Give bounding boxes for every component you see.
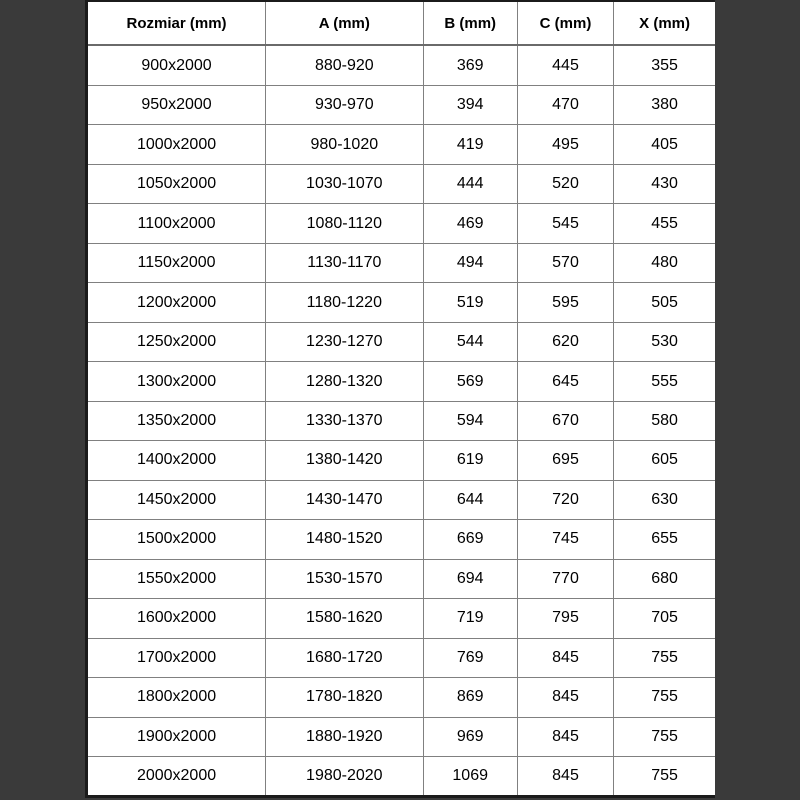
table-row [88, 678, 715, 717]
table-cell-b-mm: 619 [423, 441, 517, 480]
table-cell-c-mm: 845 [517, 638, 613, 677]
table-cell-a-mm: 1380-1420 [266, 441, 424, 480]
table-cell-c-mm: 845 [517, 717, 613, 756]
table-cell-b-mm: 1069 [423, 756, 517, 795]
table-cell-c-mm: 845 [517, 678, 613, 717]
table-cell-rozmiar-mm: 1500x2000 [88, 520, 266, 559]
column-header-rozmiar-mm: Rozmiar (mm) [88, 2, 266, 45]
table-cell-b-mm: 594 [423, 401, 517, 440]
table-cell-x-mm: 580 [614, 401, 715, 440]
table-cell-rozmiar-mm: 900x2000 [88, 45, 266, 86]
table-cell-rozmiar-mm: 1150x2000 [88, 243, 266, 282]
table-cell-c-mm: 470 [517, 86, 613, 125]
table-row [88, 362, 715, 401]
table-cell-a-mm: 1230-1270 [266, 322, 424, 361]
table-cell-c-mm: 770 [517, 559, 613, 598]
table-cell-b-mm: 769 [423, 638, 517, 677]
table-cell-c-mm: 695 [517, 441, 613, 480]
table-cell-x-mm: 605 [614, 441, 715, 480]
table-cell-a-mm: 1880-1920 [266, 717, 424, 756]
table-body [88, 45, 715, 795]
table-cell-b-mm: 669 [423, 520, 517, 559]
table-row [88, 520, 715, 559]
table-cell-a-mm: 1680-1720 [266, 638, 424, 677]
table-cell-b-mm: 444 [423, 164, 517, 203]
table-cell-x-mm: 680 [614, 559, 715, 598]
size-spec-table [88, 2, 715, 795]
table-cell-a-mm: 930-970 [266, 86, 424, 125]
table-cell-x-mm: 380 [614, 86, 715, 125]
table-cell-c-mm: 670 [517, 401, 613, 440]
table-cell-x-mm: 755 [614, 638, 715, 677]
table-cell-x-mm: 655 [614, 520, 715, 559]
table-cell-a-mm: 880-920 [266, 45, 424, 86]
table-row [88, 756, 715, 795]
column-header-a-mm: A (mm) [266, 2, 424, 45]
table-cell-b-mm: 569 [423, 362, 517, 401]
table-cell-a-mm: 1780-1820 [266, 678, 424, 717]
table-cell-rozmiar-mm: 1400x2000 [88, 441, 266, 480]
table-row [88, 599, 715, 638]
table-cell-x-mm: 455 [614, 204, 715, 243]
table-cell-rozmiar-mm: 1250x2000 [88, 322, 266, 361]
table-cell-x-mm: 755 [614, 756, 715, 795]
table-cell-x-mm: 755 [614, 678, 715, 717]
table-cell-c-mm: 720 [517, 480, 613, 519]
table-cell-x-mm: 355 [614, 45, 715, 86]
table-row [88, 243, 715, 282]
table-row [88, 480, 715, 519]
table-row [88, 559, 715, 598]
table-cell-c-mm: 495 [517, 125, 613, 164]
table-row [88, 638, 715, 677]
table-cell-a-mm: 1280-1320 [266, 362, 424, 401]
table-cell-b-mm: 719 [423, 599, 517, 638]
table-cell-rozmiar-mm: 2000x2000 [88, 756, 266, 795]
table-row [88, 283, 715, 322]
table-cell-a-mm: 1030-1070 [266, 164, 424, 203]
table-cell-a-mm: 1530-1570 [266, 559, 424, 598]
table-row [88, 204, 715, 243]
table-row [88, 401, 715, 440]
table-cell-x-mm: 755 [614, 717, 715, 756]
table-cell-b-mm: 644 [423, 480, 517, 519]
table-cell-c-mm: 845 [517, 756, 613, 795]
table-cell-rozmiar-mm: 1600x2000 [88, 599, 266, 638]
table-row [88, 86, 715, 125]
table-cell-x-mm: 705 [614, 599, 715, 638]
table-cell-c-mm: 595 [517, 283, 613, 322]
table-cell-rozmiar-mm: 1900x2000 [88, 717, 266, 756]
column-header-x-mm: X (mm) [614, 2, 715, 45]
table-cell-x-mm: 405 [614, 125, 715, 164]
table-cell-x-mm: 480 [614, 243, 715, 282]
table-cell-a-mm: 1330-1370 [266, 401, 424, 440]
table-row [88, 441, 715, 480]
table-cell-a-mm: 1180-1220 [266, 283, 424, 322]
table-cell-a-mm: 1580-1620 [266, 599, 424, 638]
table-cell-rozmiar-mm: 1050x2000 [88, 164, 266, 203]
table-cell-rozmiar-mm: 1350x2000 [88, 401, 266, 440]
table-row [88, 322, 715, 361]
table-cell-a-mm: 1080-1120 [266, 204, 424, 243]
table-cell-a-mm: 1480-1520 [266, 520, 424, 559]
table-cell-b-mm: 519 [423, 283, 517, 322]
table-cell-x-mm: 555 [614, 362, 715, 401]
table-cell-rozmiar-mm: 1200x2000 [88, 283, 266, 322]
table-cell-b-mm: 394 [423, 86, 517, 125]
table-cell-c-mm: 445 [517, 45, 613, 86]
table-cell-a-mm: 1130-1170 [266, 243, 424, 282]
table-row [88, 164, 715, 203]
table-cell-c-mm: 795 [517, 599, 613, 638]
table-cell-x-mm: 530 [614, 322, 715, 361]
table-cell-c-mm: 645 [517, 362, 613, 401]
table-cell-rozmiar-mm: 950x2000 [88, 86, 266, 125]
table-cell-c-mm: 570 [517, 243, 613, 282]
table-cell-rozmiar-mm: 1300x2000 [88, 362, 266, 401]
table-cell-x-mm: 430 [614, 164, 715, 203]
table-cell-c-mm: 520 [517, 164, 613, 203]
table-cell-rozmiar-mm: 1100x2000 [88, 204, 266, 243]
column-header-c-mm: C (mm) [517, 2, 613, 45]
table-cell-b-mm: 694 [423, 559, 517, 598]
table-cell-b-mm: 544 [423, 322, 517, 361]
size-spec-table-container [85, 0, 715, 798]
table-cell-b-mm: 469 [423, 204, 517, 243]
table-cell-b-mm: 369 [423, 45, 517, 86]
table-cell-b-mm: 494 [423, 243, 517, 282]
table-cell-c-mm: 545 [517, 204, 613, 243]
table-cell-a-mm: 1430-1470 [266, 480, 424, 519]
table-cell-rozmiar-mm: 1800x2000 [88, 678, 266, 717]
table-cell-c-mm: 620 [517, 322, 613, 361]
table-cell-rozmiar-mm: 1000x2000 [88, 125, 266, 164]
table-cell-a-mm: 1980-2020 [266, 756, 424, 795]
table-row [88, 125, 715, 164]
table-header-row [88, 2, 715, 45]
table-cell-b-mm: 419 [423, 125, 517, 164]
table-cell-c-mm: 745 [517, 520, 613, 559]
table-row [88, 45, 715, 86]
table-cell-a-mm: 980-1020 [266, 125, 424, 164]
table-cell-x-mm: 630 [614, 480, 715, 519]
table-cell-b-mm: 969 [423, 717, 517, 756]
column-header-b-mm: B (mm) [423, 2, 517, 45]
table-cell-b-mm: 869 [423, 678, 517, 717]
table-cell-rozmiar-mm: 1700x2000 [88, 638, 266, 677]
table-cell-rozmiar-mm: 1550x2000 [88, 559, 266, 598]
table-cell-rozmiar-mm: 1450x2000 [88, 480, 266, 519]
table-cell-x-mm: 505 [614, 283, 715, 322]
table-row [88, 717, 715, 756]
